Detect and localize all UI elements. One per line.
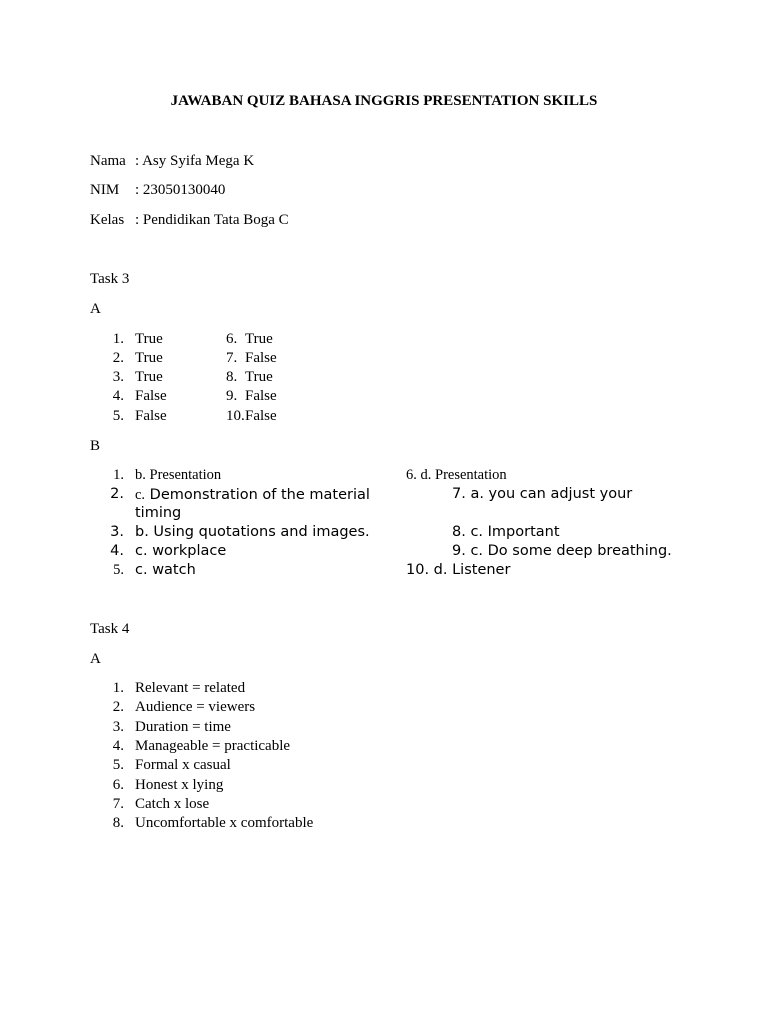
list-item-number: 8.	[226, 369, 238, 385]
list-item: b. Using quotations and images.	[135, 524, 370, 540]
list-item-number: 1.	[112, 331, 124, 347]
nim-label: NIM	[90, 182, 120, 198]
list-item: False	[135, 388, 167, 404]
list-item-number: 2.	[110, 486, 124, 502]
list-item: 7. a. you can adjust your	[452, 486, 633, 502]
list-item-number: 7.	[112, 796, 124, 812]
task3-a-label: A	[90, 301, 101, 317]
list-item-number: 5.	[112, 757, 124, 773]
list-item: Manageable = practicable	[135, 738, 291, 754]
list-item-number: 4.	[112, 738, 124, 754]
document-title: JAWABAN QUIZ BAHASA INGGRIS PRESENTATION SKILLS	[170, 93, 598, 109]
task3-b-label: B	[90, 438, 101, 454]
list-item-number: 4.	[110, 543, 124, 559]
list-item-number: 1.	[112, 680, 124, 696]
list-item-number: 1.	[113, 467, 124, 483]
kelas-value: : Pendidikan Tata Boga C	[135, 212, 289, 228]
list-item-prefix: c.	[135, 487, 146, 503]
list-item-number: 3.	[112, 719, 124, 735]
list-item-number: 4.	[112, 388, 124, 404]
list-item: b. Presentation	[135, 467, 222, 483]
list-item: True	[135, 369, 163, 385]
list-item: Uncomfortable x comfortable	[135, 815, 314, 831]
list-item: Formal x casual	[135, 757, 231, 773]
list-item: Honest x lying	[135, 777, 224, 793]
list-item-text: Demonstration of the material	[145, 487, 370, 503]
list-item: False	[135, 408, 167, 424]
list-item: True	[135, 331, 163, 347]
list-item-number: 3.	[112, 369, 124, 385]
list-item: c. workplace	[135, 543, 227, 559]
list-item: Relevant = related	[135, 680, 246, 696]
list-item-number: 5.	[113, 562, 124, 578]
task4-a-label: A	[90, 651, 101, 667]
task4-heading: Task 4	[90, 621, 130, 637]
list-item-number: 2.	[112, 350, 124, 366]
list-item: Duration = time	[135, 719, 231, 735]
list-item: Catch x lose	[135, 796, 210, 812]
list-item-number: 6.	[226, 331, 238, 347]
list-item: 10. d. Listener	[406, 562, 511, 578]
list-item-number: 9.	[226, 388, 238, 404]
list-item: False	[245, 388, 277, 404]
kelas-label: Kelas	[90, 212, 125, 228]
list-item: 8. c. Important	[452, 524, 560, 540]
list-item-number: 2.	[112, 699, 124, 715]
list-item: c. watch	[135, 562, 196, 578]
list-item: True	[245, 331, 273, 347]
list-item-continuation: timing	[135, 505, 182, 521]
list-item-number: 6.	[112, 777, 124, 793]
list-item: 6. d. Presentation	[406, 467, 507, 483]
nim-value: : 23050130040	[135, 182, 226, 198]
list-item: False	[245, 350, 277, 366]
list-item-number: 5.	[112, 408, 124, 424]
list-item-number: 7.	[226, 350, 238, 366]
list-item: True	[135, 350, 163, 366]
list-item: 9. c. Do some deep breathing.	[452, 543, 672, 559]
nama-label: Nama	[90, 153, 126, 169]
list-item: True	[245, 369, 273, 385]
nama-value: : Asy Syifa Mega K	[135, 153, 255, 169]
task3-heading: Task 3	[90, 271, 130, 287]
list-item	[135, 486, 370, 504]
list-item: False	[245, 408, 277, 424]
list-item-number: 3.	[110, 524, 124, 540]
list-item-number: 10.	[226, 408, 245, 424]
list-item: Audience = viewers	[135, 699, 256, 715]
list-item-number: 8.	[112, 815, 124, 831]
